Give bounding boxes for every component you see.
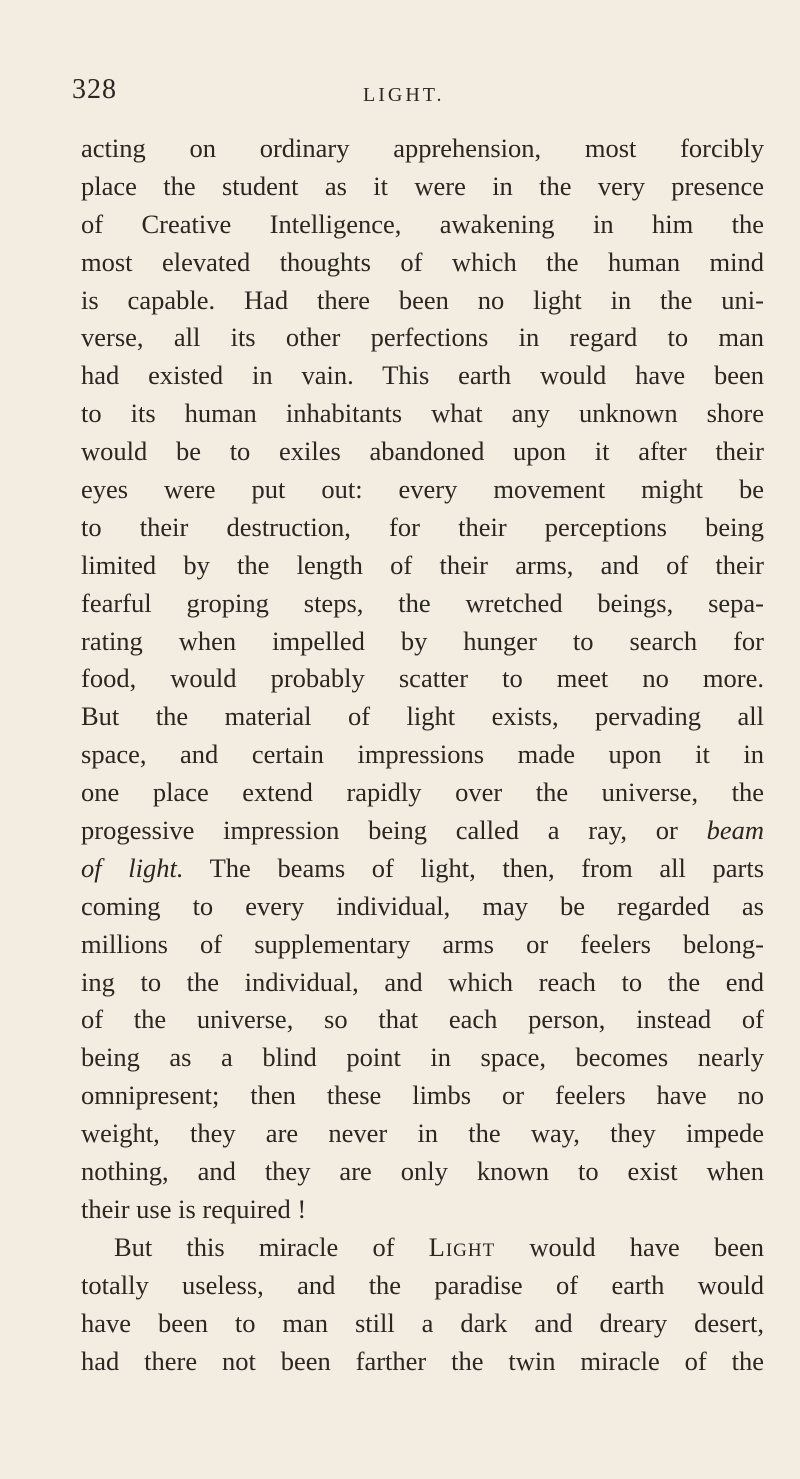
text-segment: The beams of light, then, from all parts	[183, 852, 764, 883]
small-caps-term: Light	[428, 1231, 496, 1262]
text-line: have been to man still a dark and dreary desert,	[81, 1307, 764, 1338]
text-segment: would have been	[495, 1231, 764, 1262]
page-header	[0, 74, 800, 114]
text-line: space, and certain impressions made upon it in	[81, 739, 764, 770]
running-head: LIGHT.	[363, 84, 445, 106]
text-line: limited by the length of their arms, and of their	[81, 549, 764, 580]
text-line: had there not been farther the twin miracle of the	[81, 1345, 764, 1376]
text-line: their use is required !	[81, 1193, 307, 1224]
text-line	[81, 1229, 764, 1267]
text-line: had existed in vain. This earth would have been	[81, 360, 764, 391]
text-line: to their destruction, for their perceptions being	[81, 511, 764, 542]
text-line: one place extend rapidly over the universe, the	[81, 777, 764, 808]
text-line: is capable. Had there been no light in the uni-	[81, 284, 764, 315]
text-line: acting on ordinary apprehension, most forcibly	[81, 133, 764, 163]
text-line: nothing, and they are only known to exist when	[81, 1156, 764, 1187]
text-line: verse, all its other perfections in regard to man	[81, 322, 764, 353]
text-line: would be to exiles abandoned upon it after their	[81, 436, 764, 467]
text-segment: progessive impression being called a ray, or	[81, 815, 707, 846]
text-line: omnipresent; then these limbs or feelers have no	[81, 1080, 764, 1111]
text-line: weight, they are never in the way, they impede	[81, 1118, 764, 1149]
text-segment: But this miracle of	[114, 1231, 429, 1262]
text-line	[81, 850, 764, 888]
text-line: eyes were put out: every movement might be	[81, 474, 764, 505]
text-line: to its human inhabitants what any unknown shore	[81, 398, 764, 429]
italic-term: of light.	[81, 852, 184, 883]
text-line: of Creative Intelligence, awakening in him the	[81, 208, 764, 239]
page-number: 328	[72, 74, 117, 105]
text-line: totally useless, and the paradise of earth would	[81, 1269, 764, 1300]
text-line: of the universe, so that each person, instead of	[81, 1004, 764, 1035]
text-line: being as a blind point in space, becomes nearly	[81, 1042, 764, 1073]
text-line: food, would probably scatter to meet no more.	[81, 663, 764, 694]
text-line: place the student as it were in the very presence	[81, 170, 764, 201]
italic-term: beam	[706, 815, 764, 846]
text-line	[81, 812, 764, 850]
text-line: millions of supplementary arms or feelers belong-	[81, 928, 764, 959]
body-text	[81, 130, 764, 1380]
text-line: most elevated thoughts of which the human mind	[81, 246, 764, 277]
text-line: coming to every individual, may be regarded as	[81, 890, 764, 921]
text-line: fearful groping steps, the wretched beings, sepa-	[81, 587, 764, 618]
text-line: ing to the individual, and which reach to the end	[81, 966, 764, 997]
text-line: rating when impelled by hunger to search for	[81, 625, 764, 656]
text-line: But the material of light exists, pervading all	[81, 701, 764, 732]
